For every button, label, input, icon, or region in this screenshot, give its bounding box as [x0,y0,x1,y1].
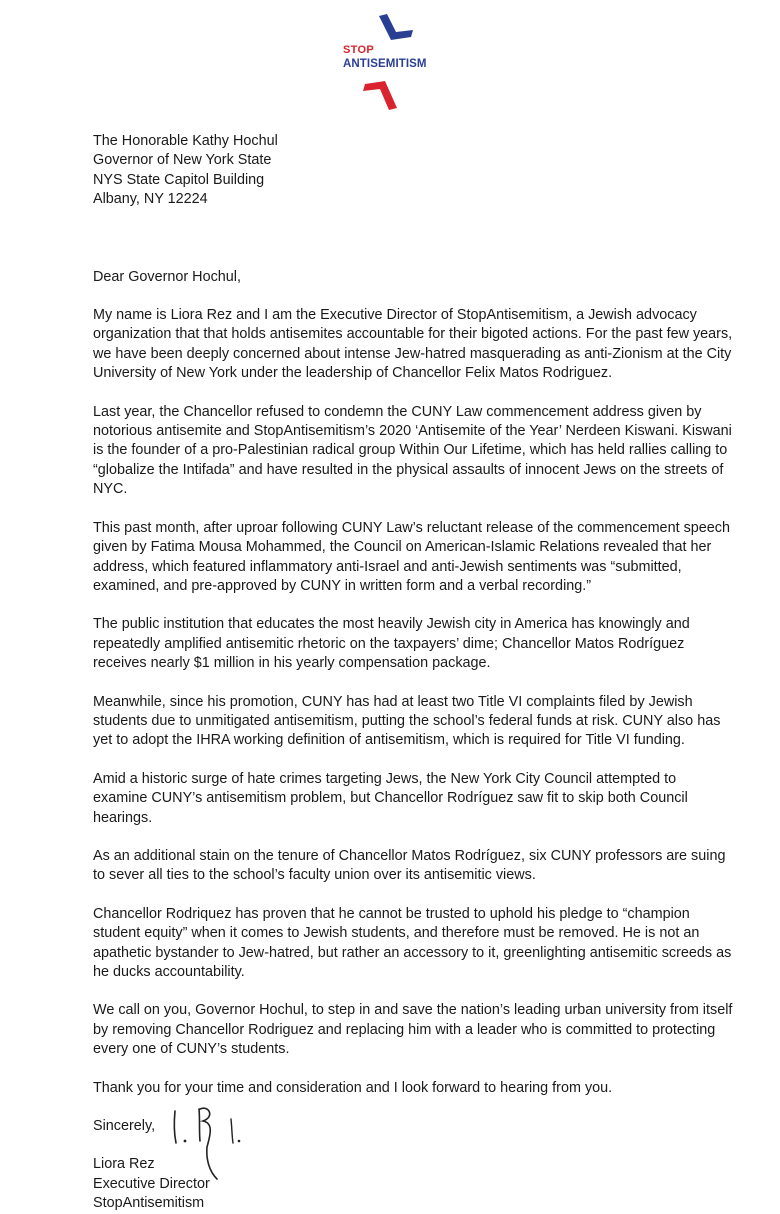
signer-title: Executive Director [93,1175,210,1192]
body-paragraph: We call on you, Governor Hochul, to step in and save the nation’s leading urban university from itself by removing Chancellor Rodriguez and replacing him with a leader who is committed to protecting every one of CUNY’s students. [93,1002,733,1058]
thanks-line: Thank you for your time and consideration and I look forward to hearing from you. [93,1079,613,1096]
address-line: The Honorable Kathy Hochul [93,133,278,149]
signer-name: Liora Rez [93,1156,155,1173]
salutation: Dear Governor Hochul, [93,268,241,285]
body-paragraph: My name is Liora Rez and I am the Executive Director of StopAntisemitism, a Jewish advocacy organization that that holds antisemites accountable for their bigoted actions. For the past few years, we have been deeply concerned about intense Jew-hatred masquerading as anti-Zionism at the City University of New York under the leadership of Chancellor Felix Matos Rodriguez. [93,307,733,382]
body-paragraph: Chancellor Rodriquez has proven that he cannot be trusted to uphold his pledge to “champion student equity” when it comes to Jewish students, and therefore must be removed. He is not an apathetic bystander to Jew-hatred, but rather an accessory to it, greenlighting antisemitic screeds as he ducks accountability. [93,905,732,980]
body-paragraph: Last year, the Chancellor refused to condemn the CUNY Law commencement address given by notorious antisemite and StopAntisemitism’s 2020 ‘Antisemite of the Year’ Nerdeen Kiswani. Kiswani is the founder of a pro-Palestinian radical group Within Our Lifetime, which has held rallies calling to “globalize the Intifada” and have resulted in the physical assaults of innocent Jews on the streets of NYC. [93,403,732,498]
closing-block [93,1117,733,1214]
address-line: NYS State Capitol Building [93,171,265,188]
logo-text-antisemitism: ANTISEMITISM [343,58,427,70]
letter-body [93,132,733,1214]
body-paragraph: Amid a historic surge of hate crimes targeting Jews, the New York City Council attempted to examine CUNY’s antisemitism problem, but Chancellor Rodríguez saw fit to skip both Council hearings. [93,770,688,826]
body-paragraph: As an additional stain on the tenure of Chancellor Matos Rodríguez, six CUNY professors are suing to sever all ties to the school’s faculty union over its antisemitic views. [93,847,726,884]
address-line: Albany, NY 12224 [93,191,208,208]
handwritten-signature [169,1103,279,1183]
signer-organization: StopAntisemitism [93,1195,205,1212]
body-paragraph: This past month, after uproar following CUNY Law’s reluctant release of the commencement speech given by Fatima Mousa Mohammed, the Council on American-Islamic Relations revealed that her address, which featured inflammatory anti-Israel and anti-Jewish sentiments was “submitted, examined, and pre-approved by CUNY in written form and a verbal recording.” [93,519,730,594]
logo-text-stop: STOP [343,44,374,56]
recipient-address [93,132,733,210]
body-paragraph: Meanwhile, since his promotion, CUNY has had at least two Title VI complaints filed by Jewish students due to unmitigated antisemitism, putting the school’s federal funds at risk. CUNY also has yet to adopt the IHRA working definition of antisemitism, which is required for Title VI funding. [93,693,721,749]
body-paragraph: The public institution that educates the most heavily Jewish city in America has knowingly and repeatedly amplified antisemitic rhetoric on the taxpayers’ dime; Chancellor Matos Rodríguez receives nearly $1 million in his yearly compensation package. [93,616,690,672]
address-line: Governor of New York State [93,152,272,169]
stopantisemitism-logo [335,10,445,112]
valediction: Sincerely, [93,1118,156,1135]
